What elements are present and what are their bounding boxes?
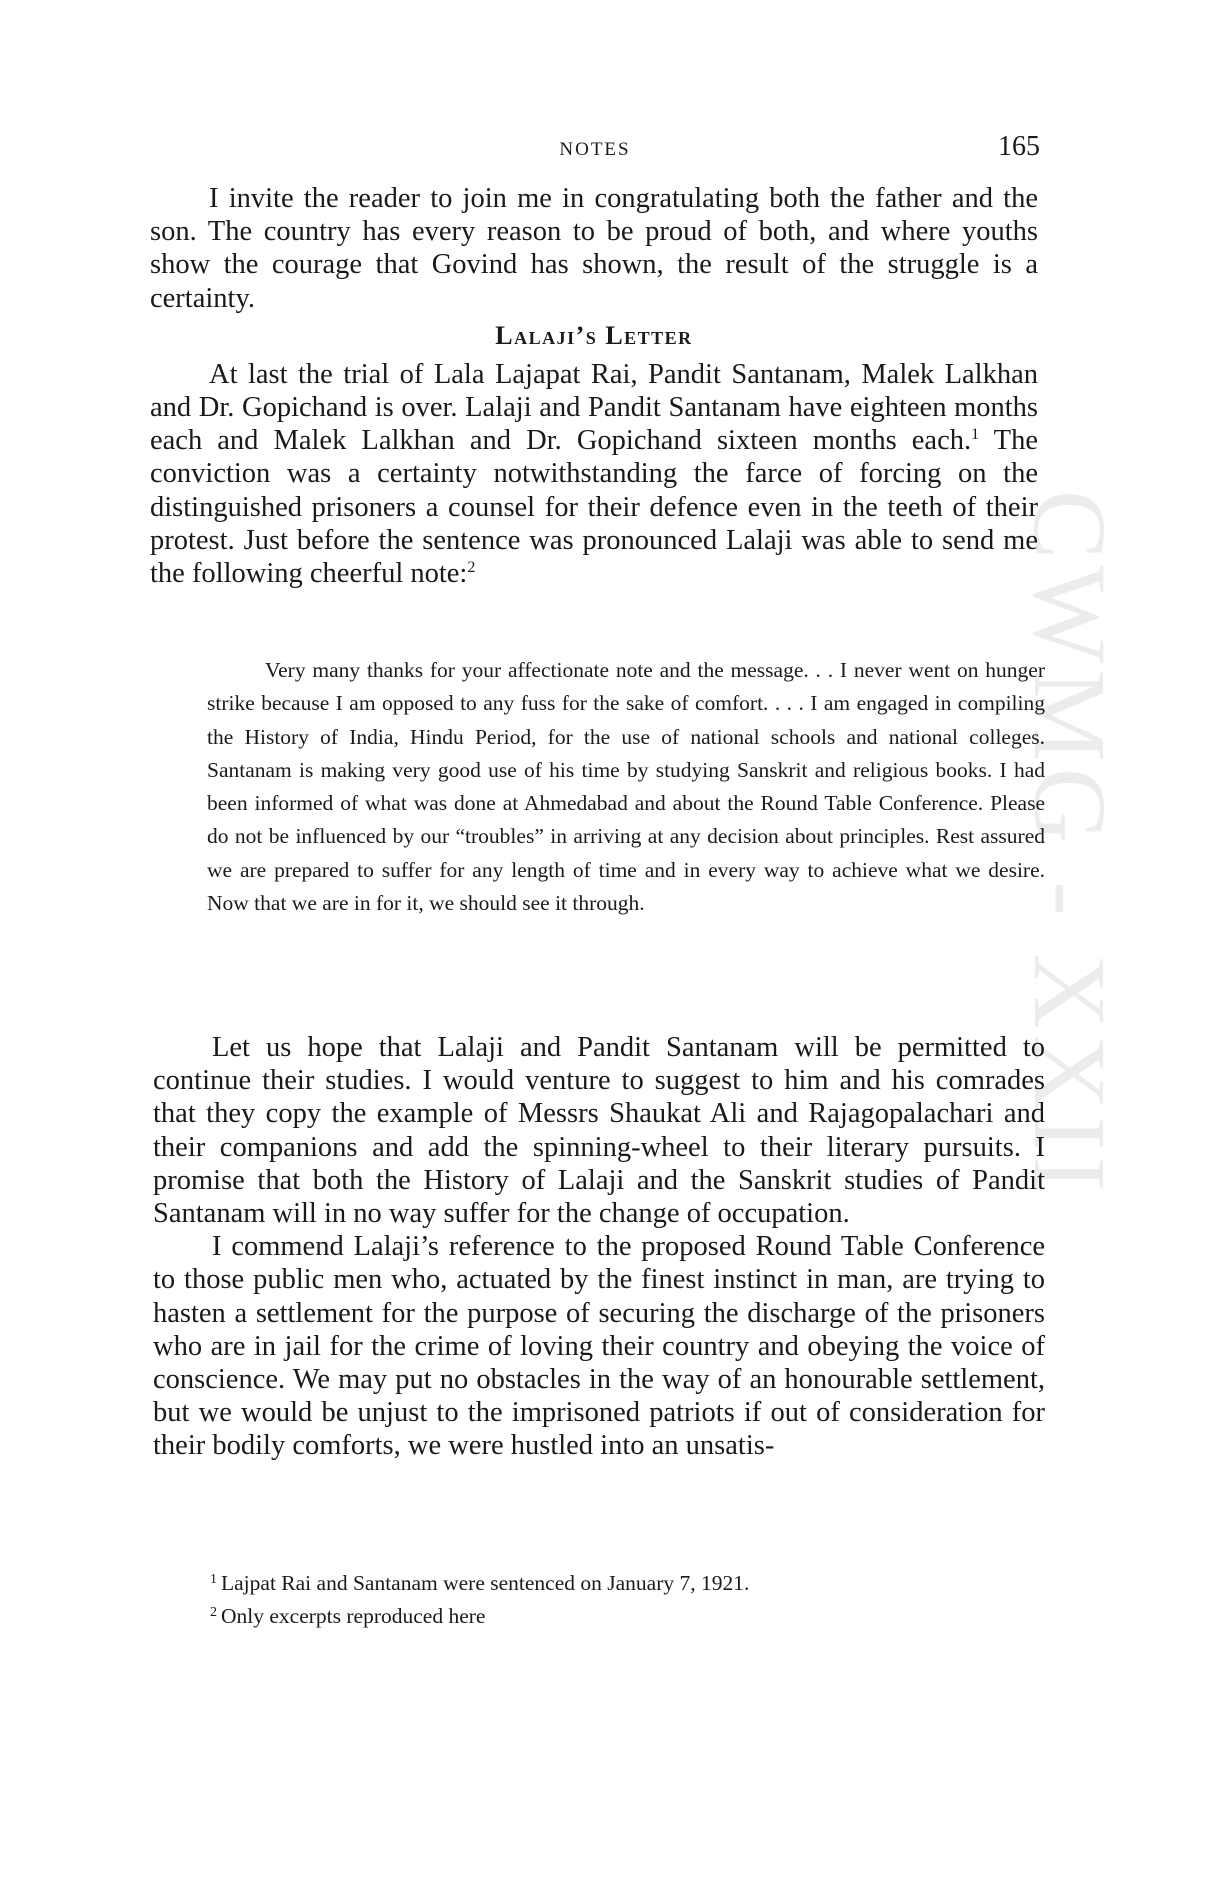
paragraph-2-text-b: The conviction was a certainty notwithstanding the farce of forcing on the distinguished prisoners a counsel for their defence even in the teeth of their protest. Just before the sentence was pronounced Lalaji was able to send me the following cheerful note: (150, 425, 1038, 590)
running-head (150, 131, 1040, 171)
footnote-mark-1: 1 (210, 1572, 217, 1587)
paragraph-2-text-a: At last the trial of Lala Lajapat Rai, Pandit Santanam, Malek Lalkhan and Dr. Gopichand is over. Lalaji and Pandit Santanam have eighteen months each and Malek Lalkhan and Dr. Gopichand sixteen months each. (150, 358, 1038, 457)
footnote-text-1: Lajpat Rai and Santanam were sentenced on January 7, 1921. (221, 1571, 750, 1595)
section-heading: Lalaji’s Letter (495, 320, 693, 350)
body-text-top (150, 182, 1038, 590)
footnote-2 (210, 1598, 749, 1631)
footnotes (210, 1565, 749, 1631)
page-number: 165 (998, 131, 1040, 162)
paragraph-3: Let us hope that Lalaji and Pandit Santanam will be permitted to continue their studies. I would venture to suggest to him and his comrades that they copy the example of Messrs Shaukat Ali and Rajagopalachari and their companions and add the spinning-wheel to their literary pursuits. I promise that both the History of Lalaji and the Sanskrit studies of Pandit Santanam will in no way suffer for the change of occupation. (153, 1032, 1045, 1230)
footnote-1 (210, 1565, 749, 1598)
footnote-ref-2: 2 (467, 559, 476, 577)
paragraph-4: I commend Lalaji’s reference to the proposed Round Table Conference to those public men who, actuated by the finest instinct in man, are trying to hasten a settlement for the purpose of securing the discharge of the prisoners who are in jail for the crime of loving their country and obeying the voice of conscience. We may put no obstacles in the way of an honourable settlement, but we would be unjust to the imprisoned patriots if out of consideration for their bodily comforts, we were hustled into an unsatis- (153, 1231, 1045, 1462)
footnote-mark-2: 2 (210, 1605, 217, 1620)
paragraph-2 (150, 358, 1038, 590)
watermark: CWMG - XXII (1012, 490, 1127, 1198)
block-quote (207, 654, 1045, 920)
quote-text: Very many thanks for your affectionate note and the message. . . I never went on hunger strike because I am opposed to any fuss for the sake of comfort. . . . I am engaged in compiling the History of India, Hindu Period, for the use of national schools and national colleges. Santanam is making very good use of his time by studying Sanskrit and religious books. I had been informed of what was done at Ahmedabad and about the Round Table Conference. Please do not be influenced by our “troubles” in arriving at any decision about principles. Rest assured we are prepared to suffer for any length of time and in every way to achieve what we desire. Now that we are in for it, we should see it through. (207, 658, 1045, 916)
footnote-ref-1: 1 (971, 426, 980, 444)
footnote-text-2: Only excerpts reproduced here (221, 1604, 486, 1628)
running-title: NOTES (559, 139, 631, 160)
paragraph-1: I invite the reader to join me in congratulating both the father and the son. The country has every reason to be proud of both, and where youths show the courage that Govind has shown, the result of the struggle is a certainty. (150, 183, 1038, 314)
body-text-bottom (153, 1031, 1045, 1463)
